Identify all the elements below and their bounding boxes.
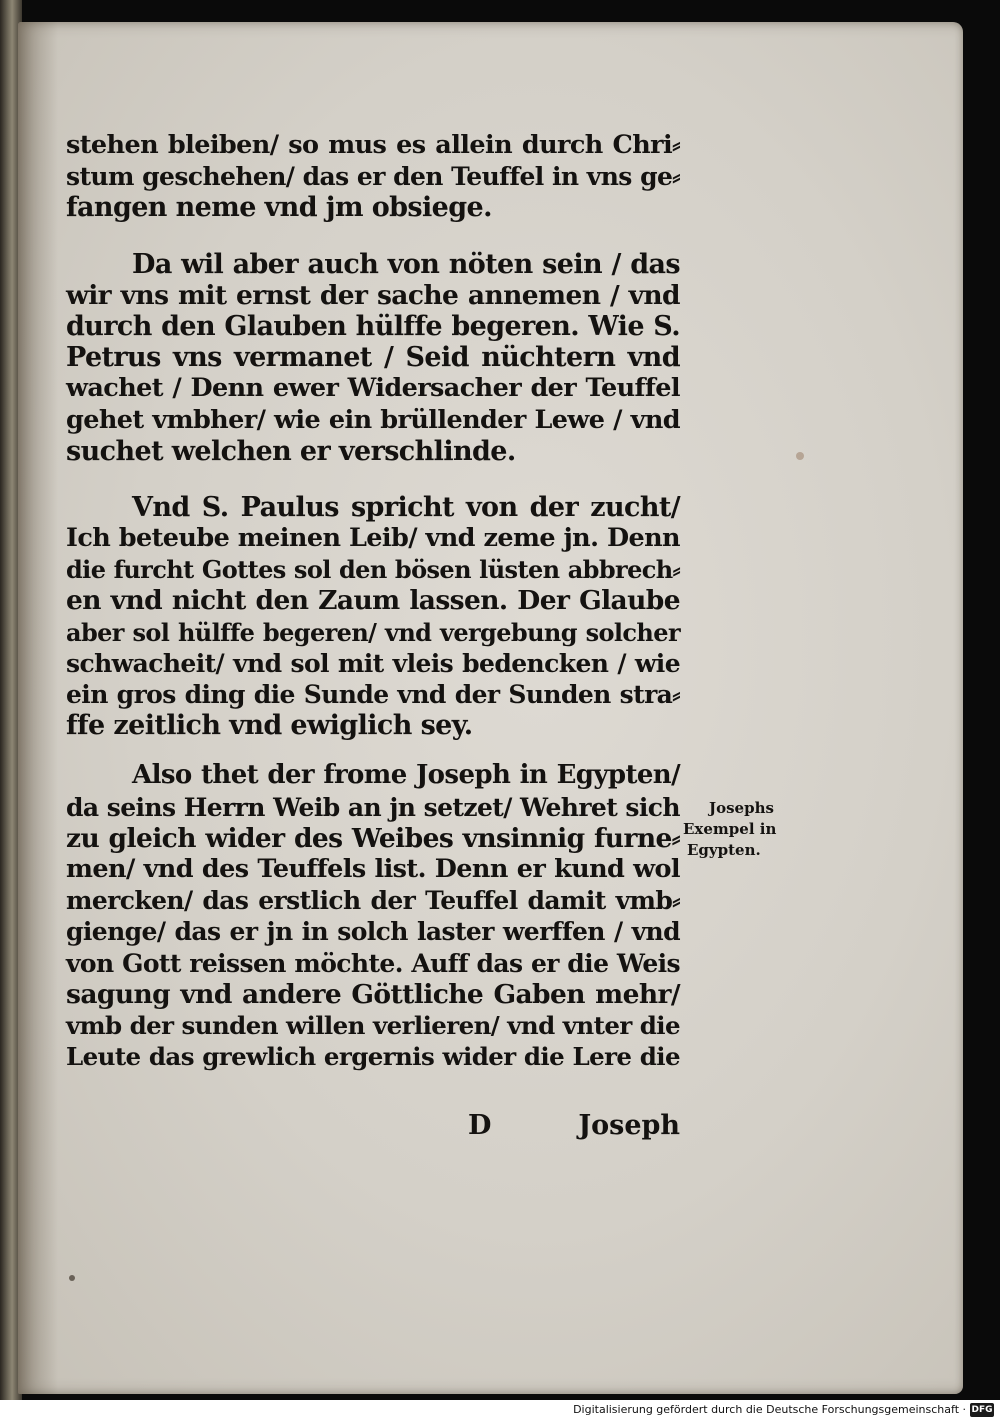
text-line: wachet / Denn ewer Widersacher der Teuffel [66, 373, 680, 404]
text-line: schwacheit/ vnd sol mit vleis bedencken / wie [66, 648, 680, 678]
text-line: men/ vnd des Teuffels list. Denn er kund wol [66, 853, 680, 884]
text-line: die furcht Gottes sol den bösen lüsten abbrech⸗ [66, 555, 680, 585]
paragraph-gap [66, 224, 680, 249]
text-line: durch den Glauben hülffe begeren. Wie S. [66, 310, 680, 342]
paper-stain [796, 452, 804, 460]
text-line: Also thet der frome Joseph in Egypten/ [132, 760, 680, 791]
catchword: Joseph [578, 1110, 680, 1141]
marginal-note-line: Exempel in [683, 820, 777, 838]
text-line: fangen neme vnd jm obsiege. [66, 192, 492, 224]
paper-stain [69, 1275, 75, 1281]
text-line: von Gott reissen möchte. Auff das er die Weis [66, 948, 680, 978]
text-line: Vnd S. Paulus spricht von der zucht/ [132, 491, 680, 523]
paragraph-gap [66, 467, 680, 492]
text-line: mercken/ das erstlich der Teuffel damit vmb⸗ [66, 886, 680, 916]
signature-catchword-line [66, 1110, 680, 1144]
text-line: ffe zeitlich vnd ewiglich sey. [66, 710, 473, 742]
paragraph-gap [66, 741, 680, 760]
text-line: wir vns mit ernst der sache annemen / vnd [66, 279, 680, 311]
main-text [66, 130, 680, 1072]
text-line: da seins Herrn Weib an jn setzet/ Wehret sich [66, 792, 680, 822]
page-gutter-shadow [18, 22, 58, 1394]
signature-mark: D [468, 1110, 492, 1141]
marginal-note [683, 798, 811, 861]
text-line: stum geschehen/ das er den Teuffel in vns ge⸗ [66, 162, 680, 192]
text-line: Da wil aber auch von nöten sein / das [132, 248, 680, 280]
text-line: aber sol hülffe begeren/ vnd vergebung solcher [66, 617, 680, 647]
marginal-note-line: Egypten. [687, 841, 761, 859]
text-line: suchet welchen er verschlinde. [66, 435, 516, 467]
text-line: en vnd nicht den Zaum lassen. Der Glaube [66, 585, 680, 617]
marginal-note-line: Josephs [709, 799, 774, 817]
text-line: gienge/ das er jn in solch laster werffen / vnd [66, 917, 680, 947]
dfg-logo-icon: DFG [971, 1405, 993, 1415]
text-line: stehen bleiben/ so mus es allein durch Chri⸗ [66, 130, 680, 160]
text-line: Petrus vns vermanet / Seid nüchtern vnd [66, 342, 680, 374]
text-line: vmb der sunden willen verlieren/ vnd vnter die [66, 1010, 680, 1040]
text-line: gehet vmbher/ wie ein brüllender Lewe / vnd [66, 404, 680, 435]
text-line: zu gleich wider des Weibes vnsinnig furne⸗ [66, 822, 680, 854]
footer-bar [0, 1400, 1000, 1421]
text-line: Ich beteube meinen Leib/ vnd zeme jn. Denn [66, 523, 680, 554]
text-line: ein gros ding die Sunde vnd der Sunden stra⸗ [66, 680, 680, 709]
text-line: sagung vnd andere Göttliche Gaben mehr/ [66, 978, 680, 1010]
text-line: Leute das grewlich ergernis wider die Lere die [66, 1042, 680, 1072]
footer-credit: Digitalisierung gefördert durch die Deutsche Forschungsgemeinschaft · [573, 1403, 966, 1416]
